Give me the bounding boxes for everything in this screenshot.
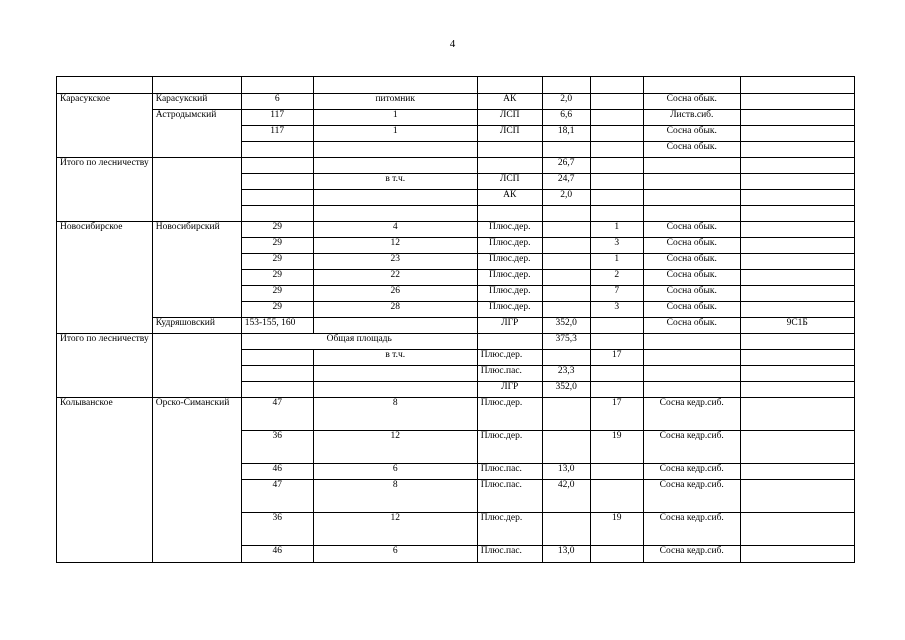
district-cell: Карасукский [152,94,241,110]
count-cell [590,480,643,513]
note-cell [740,302,854,318]
vyd-cell: 1 [313,110,477,126]
count-cell [590,190,643,206]
header-cell [740,77,854,94]
forestry-cell: Колыванское [57,398,153,563]
vyd-cell [313,318,477,334]
kv-cell [241,190,313,206]
category-cell: Плюс.дер. [477,431,542,464]
vyd-cell: в т.ч. [313,174,477,190]
table-row [57,94,855,110]
count-cell: 3 [590,302,643,318]
note-cell [740,480,854,513]
note-cell [740,464,854,480]
species-cell: Сосна обык. [643,126,740,142]
area-cell: 2,0 [542,190,590,206]
note-cell [740,513,854,546]
kv-cell: 29 [241,222,313,238]
species-cell: Сосна обык. [643,94,740,110]
species-cell: Сосна обык. [643,222,740,238]
header-cell [542,77,590,94]
count-cell: 19 [590,431,643,464]
species-cell: Сосна обык. [643,318,740,334]
vyd-cell: 26 [313,286,477,302]
species-cell [643,158,740,174]
vyd-cell [313,382,477,398]
district-cell: Новосибирский [152,222,241,318]
kv-cell: 47 [241,398,313,431]
kv-cell: 153-155, 160 [241,318,313,334]
vyd-cell: в т.ч. [313,350,477,366]
species-cell: Сосна кедр.сиб. [643,431,740,464]
category-cell: ЛГР [477,318,542,334]
total-label-cell: Итого по лесничеству [57,158,153,222]
species-cell: Листв.сиб. [643,110,740,126]
count-cell: 2 [590,270,643,286]
species-cell [643,190,740,206]
count-cell: 7 [590,286,643,302]
kv-cell [241,206,313,222]
forestry-cell: Карасукское [57,94,153,158]
header-cell [57,77,153,94]
total-area-label-cell: Общая площадь [241,334,477,350]
count-cell [590,94,643,110]
count-cell [590,334,643,350]
note-cell [740,142,854,158]
category-cell: Плюс.пас. [477,464,542,480]
area-cell: 2,0 [542,94,590,110]
kv-cell: 29 [241,254,313,270]
header-cell [241,77,313,94]
note-cell [740,94,854,110]
count-cell [590,318,643,334]
count-cell [590,366,643,382]
table-row [57,222,855,238]
species-cell: Сосна кедр.сиб. [643,480,740,513]
category-cell: ЛСП [477,174,542,190]
count-cell: 1 [590,222,643,238]
category-cell: Плюс.дер. [477,222,542,238]
area-cell: 375,3 [542,334,590,350]
category-cell: Плюс.дер. [477,254,542,270]
area-cell: 352,0 [542,318,590,334]
kv-cell: 47 [241,480,313,513]
note-cell [740,126,854,142]
category-cell: Плюс.дер. [477,238,542,254]
vyd-cell [313,366,477,382]
area-cell: 42,0 [542,480,590,513]
vyd-cell: 6 [313,464,477,480]
area-cell: 13,0 [542,546,590,563]
category-cell: ЛСП [477,126,542,142]
vyd-cell: питомник [313,94,477,110]
count-cell [590,158,643,174]
header-cell [313,77,477,94]
count-cell [590,382,643,398]
kv-cell [241,158,313,174]
vyd-cell: 4 [313,222,477,238]
note-cell [740,206,854,222]
category-cell: ЛГР [477,382,542,398]
vyd-cell: 6 [313,546,477,563]
forestry-cell: Новосибирское [57,222,153,334]
species-cell [643,382,740,398]
area-cell: 24,7 [542,174,590,190]
table-row [57,318,855,334]
note-cell [740,110,854,126]
species-cell: Сосна обык. [643,254,740,270]
district-cell [152,334,241,398]
kv-cell [241,350,313,366]
species-cell: Сосна обык. [643,238,740,254]
category-cell: ЛСП [477,110,542,126]
note-cell [740,190,854,206]
kv-cell: 29 [241,270,313,286]
count-cell [590,464,643,480]
count-cell [590,206,643,222]
kv-cell: 46 [241,546,313,563]
note-cell [740,286,854,302]
kv-cell: 29 [241,302,313,318]
species-cell [643,206,740,222]
kv-cell: 117 [241,126,313,142]
note-cell [740,334,854,350]
area-cell [542,513,590,546]
species-cell [643,174,740,190]
forest-seed-base-table [56,76,855,563]
area-cell [542,254,590,270]
species-cell: Сосна обык. [643,270,740,286]
kv-cell: 117 [241,110,313,126]
kv-cell: 29 [241,238,313,254]
category-cell: Плюс.дер. [477,286,542,302]
category-cell [477,142,542,158]
vyd-cell: 23 [313,254,477,270]
area-cell [542,431,590,464]
note-cell [740,270,854,286]
area-cell [542,238,590,254]
kv-cell: 36 [241,431,313,464]
count-cell: 19 [590,513,643,546]
note-cell [740,546,854,563]
total-label-cell: Итого по лесничеству [57,334,153,398]
area-cell [542,286,590,302]
count-cell: 17 [590,398,643,431]
species-cell [643,334,740,350]
species-cell: Сосна обык. [643,142,740,158]
area-cell [542,398,590,431]
category-cell [477,206,542,222]
vyd-cell [313,190,477,206]
vyd-cell: 1 [313,126,477,142]
table-row [57,398,855,431]
category-cell: Плюс.пас. [477,366,542,382]
kv-cell [241,142,313,158]
vyd-cell: 12 [313,238,477,254]
category-cell [477,334,542,350]
note-cell [740,382,854,398]
count-cell: 17 [590,350,643,366]
area-cell [542,350,590,366]
category-cell: АК [477,190,542,206]
header-cell [477,77,542,94]
area-cell [542,270,590,286]
vyd-cell: 12 [313,513,477,546]
note-cell [740,254,854,270]
category-cell: Плюс.дер. [477,398,542,431]
note-cell: 9С1Б [740,318,854,334]
area-cell: 23,3 [542,366,590,382]
species-cell [643,366,740,382]
note-cell [740,222,854,238]
count-cell [590,110,643,126]
area-cell [542,302,590,318]
note-cell [740,238,854,254]
count-cell: 3 [590,238,643,254]
area-cell: 6,6 [542,110,590,126]
header-cell [152,77,241,94]
area-cell: 26,7 [542,158,590,174]
category-cell: Плюс.дер. [477,513,542,546]
vyd-cell: 22 [313,270,477,286]
note-cell [740,158,854,174]
vyd-cell [313,142,477,158]
note-cell [740,350,854,366]
area-cell: 352,0 [542,382,590,398]
vyd-cell [313,206,477,222]
species-cell: Сосна кедр.сиб. [643,546,740,563]
page-number: 4 [449,38,456,50]
count-cell [590,142,643,158]
kv-cell [241,366,313,382]
species-cell [643,350,740,366]
district-cell: Орско-Симанский [152,398,241,563]
species-cell: Сосна кедр.сиб. [643,464,740,480]
species-cell: Сосна кедр.сиб. [643,513,740,546]
vyd-cell: 8 [313,398,477,431]
category-cell: Плюс.пас. [477,546,542,563]
species-cell: Сосна кедр.сиб. [643,398,740,431]
header-cell [590,77,643,94]
table-row [57,334,855,350]
vyd-cell: 28 [313,302,477,318]
area-cell [542,206,590,222]
kv-cell: 46 [241,464,313,480]
kv-cell: 36 [241,513,313,546]
kv-cell [241,174,313,190]
category-cell: Плюс.пас. [477,480,542,513]
kv-cell [241,382,313,398]
district-cell: Астродымский [152,110,241,158]
category-cell: АК [477,94,542,110]
table-row [57,158,855,174]
count-cell [590,174,643,190]
note-cell [740,398,854,431]
area-cell [542,222,590,238]
kv-cell: 29 [241,286,313,302]
count-cell [590,126,643,142]
category-cell [477,158,542,174]
species-cell: Сосна обык. [643,302,740,318]
table-header-row [57,77,855,94]
area-cell: 13,0 [542,464,590,480]
note-cell [740,431,854,464]
species-cell: Сосна обык. [643,286,740,302]
note-cell [740,366,854,382]
vyd-cell [313,158,477,174]
vyd-cell: 8 [313,480,477,513]
count-cell: 1 [590,254,643,270]
category-cell: Плюс.дер. [477,350,542,366]
header-cell [643,77,740,94]
count-cell [590,546,643,563]
table-row [57,110,855,126]
district-cell [152,158,241,222]
note-cell [740,174,854,190]
area-cell: 18,1 [542,126,590,142]
area-cell [542,142,590,158]
kv-cell: 6 [241,94,313,110]
category-cell: Плюс.дер. [477,270,542,286]
district-cell: Кудряшовский [152,318,241,334]
vyd-cell: 12 [313,431,477,464]
category-cell: Плюс.дер. [477,302,542,318]
